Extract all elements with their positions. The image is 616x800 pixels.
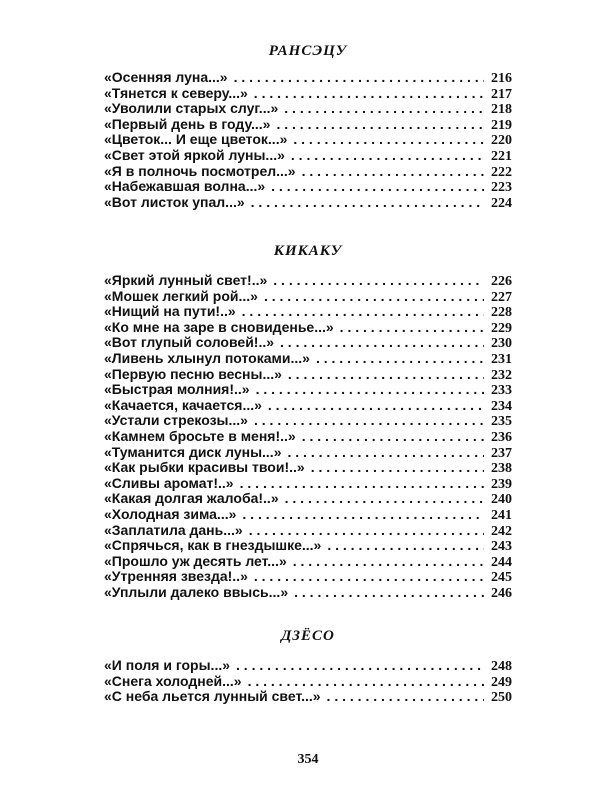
toc-entry [104,429,512,445]
entry-title: «Я в полночь посмотрел...» [104,162,296,179]
leader-dots [285,491,484,507]
entry-title: «Заплатила дань...» [104,521,243,538]
leader-dots [268,398,484,414]
leader-dots [293,132,484,148]
entry-page: 216 [491,71,512,86]
toc-entry [104,674,512,690]
leader-dots [284,101,484,117]
toc-entry [104,179,512,195]
entry-title: «Первый день в году...» [104,115,271,132]
leader-dots [271,179,484,195]
toc-list [104,70,512,210]
leader-dots [316,351,484,367]
entry-title: «Первую песню весны...» [104,365,282,382]
entry-title: «Уплыли далеко ввысь...» [104,583,289,600]
entry-page: 248 [491,659,512,674]
toc-entry [104,689,512,705]
toc-entry [104,101,512,117]
entry-title: «Тянется к северу...» [104,84,248,101]
toc-entry [104,554,512,570]
entry-page: 243 [491,539,512,555]
leader-dots [287,445,484,461]
entry-title: «Набежавшая волна...» [104,178,266,195]
entry-title: «Нищий на пути!..» [104,303,236,320]
entry-page: 224 [491,195,512,211]
leader-dots [264,289,484,305]
toc-list [104,273,512,600]
leader-dots [248,674,484,690]
entry-title: «Камнем бросьте в меня!..» [104,427,296,444]
entry-page: 218 [491,102,512,118]
entry-title: «Снега холодней...» [104,672,242,689]
toc-entry [104,273,512,289]
toc-entry [104,335,512,351]
entry-page: 219 [491,117,512,133]
toc-list [104,658,512,705]
entry-page: 244 [491,554,512,570]
leader-dots [276,117,484,133]
entry-page: 231 [491,351,512,367]
leader-dots [340,320,484,336]
leader-dots [327,689,484,705]
leader-dots [311,460,484,476]
entry-page: 222 [491,164,512,180]
entry-page: 239 [491,476,512,492]
entry-page: 220 [491,133,512,149]
entry-page: 233 [491,383,512,399]
leader-dots [254,569,484,585]
toc-entry [104,538,512,554]
entry-page: 227 [491,289,512,305]
entry-title: «Холодная зима...» [104,505,237,522]
leader-dots [302,164,484,180]
leader-dots [236,658,484,674]
toc-entry [104,195,512,211]
entry-title: «Ко мне на заре в сновиденье...» [104,318,334,335]
leader-dots [254,413,484,429]
leader-dots [294,585,484,601]
entry-title: «Вот листок упал...» [104,193,245,210]
page-number: 354 [297,752,319,767]
toc-entry [104,523,512,539]
leader-dots [251,195,484,211]
toc-entry [104,164,512,180]
entry-page: 230 [491,336,512,352]
entry-title: «Какая долгая жалоба!..» [104,490,279,507]
entry-title: «С неба льется лунный свет...» [104,688,321,705]
leader-dots [327,538,484,554]
toc-entry [104,398,512,414]
toc-entry [104,569,512,585]
toc-entry [104,585,512,601]
section-title: ДЗЁСО [281,628,335,644]
toc-entry [104,476,512,492]
toc-entry [104,413,512,429]
entry-page: 226 [491,274,512,289]
toc-entry [104,382,512,398]
leader-dots [293,554,484,570]
entry-title: «Быстрая молния!..» [104,381,250,398]
leader-dots [273,273,484,289]
entry-title: «Мошек легкий рой...» [104,287,258,304]
entry-title: «Сливы аромат!..» [104,474,234,491]
leader-dots [280,335,484,351]
toc-entry [104,658,512,674]
entry-title: «Свет этой яркой луны...» [104,146,285,163]
toc-entry [104,132,512,148]
leader-dots [288,367,484,383]
entry-page: 232 [491,367,512,383]
toc-entry [104,86,512,102]
entry-page: 249 [491,674,512,690]
entry-title: «Ливень хлынул потоками...» [104,349,310,366]
entry-title: «Цветок... И еще цветок...» [104,131,288,148]
entry-title: «Уволили старых слуг...» [104,100,279,117]
toc-entry [104,70,512,86]
entry-page: 238 [491,461,512,477]
entry-page: 236 [491,429,512,445]
toc-entry [104,320,512,336]
entry-title: «Утренняя звезда!..» [104,568,248,585]
toc-entry [104,507,512,523]
leader-dots [240,476,484,492]
leader-dots [291,148,484,164]
leader-dots [234,70,484,86]
entry-title: «Туманится диск луны...» [104,443,282,460]
entry-page: 228 [491,305,512,321]
entry-title: «Осенняя луна...» [104,69,228,85]
entry-title: «Устали стрекозы...» [104,412,248,429]
entry-title: «Качается, качается...» [104,396,262,413]
entry-page: 217 [491,86,512,102]
toc-entry [104,117,512,133]
toc-entry [104,351,512,367]
toc-entry [104,289,512,305]
toc-entry [104,491,512,507]
entry-page: 237 [491,445,512,461]
entry-page: 245 [491,570,512,586]
leader-dots [249,523,484,539]
entry-title: «Яркий лунный свет!..» [104,272,268,288]
entry-page: 221 [491,148,512,164]
entry-title: «Вот глупый соловей!..» [104,334,275,351]
entry-title: «Спрячься, как в гнездышке...» [104,537,322,554]
entry-page: 240 [491,492,512,508]
toc-entry [104,148,512,164]
leader-dots [256,382,484,398]
leader-dots [302,429,484,445]
toc-entry [104,460,512,476]
section-title: РАНСЭЦУ [268,43,348,59]
toc-entry [104,304,512,320]
entry-page: 241 [491,507,512,523]
leader-dots [254,86,484,102]
entry-page: 235 [491,414,512,430]
toc-entry [104,367,512,383]
entry-page: 242 [491,523,512,539]
entry-title: «И поля и горы...» [104,657,231,673]
leader-dots [242,507,484,523]
entry-page: 250 [491,690,512,706]
entry-page: 223 [491,180,512,196]
entry-title: «Как рыбки красивы твои!..» [104,459,305,476]
entry-page: 246 [491,585,512,601]
entry-title: «Прошло уж десять лет...» [104,552,287,569]
toc-entry [104,445,512,461]
entry-page: 234 [491,398,512,414]
leader-dots [242,304,484,320]
entry-page: 229 [491,320,512,336]
section-title: КИКАКУ [273,243,343,259]
